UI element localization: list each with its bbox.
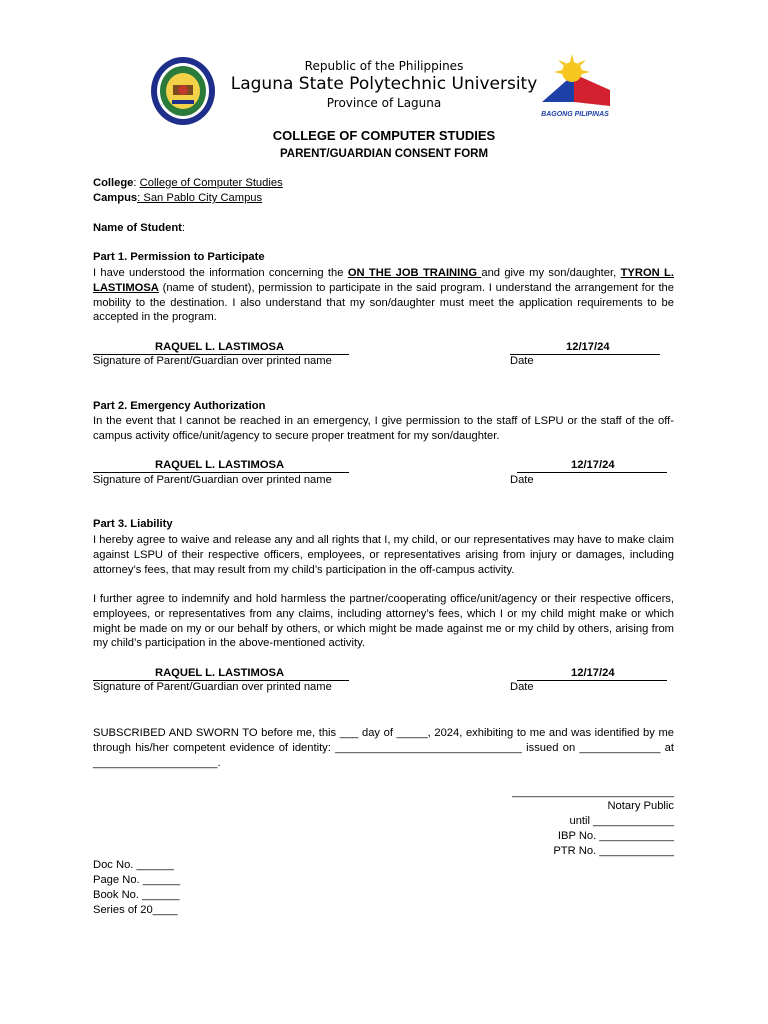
student-row: Name of Student:	[93, 222, 185, 234]
college-value: College of Computer Studies	[139, 177, 283, 189]
date3-value: 12/17/24	[571, 667, 615, 679]
part1-text: I have understood the information concerning the ON THE JOB TRAINING and give my son/daughter, TYRON L. LASTIMOSA (name of student), permission to participate in the said program. I understand the arrangement for the mobility to the destination. I also understand that my son/daughter must meet the application requirements to be accepted in the program.	[93, 267, 674, 324]
student-name: TYRON L. LASTIMOSA	[93, 267, 674, 294]
sig2-label: Signature of Parent/Guardian over printed name	[93, 474, 332, 486]
notary-until: until _____________	[569, 815, 674, 827]
campus-label: Campus	[93, 192, 138, 204]
date2-value: 12/17/24	[571, 459, 615, 471]
page-no: Page No. ______	[93, 874, 181, 886]
date1-value: 12/17/24	[566, 341, 610, 353]
college-title: COLLEGE OF COMPUTER STUDIES	[272, 128, 496, 143]
sig1-line	[93, 341, 349, 355]
notary-ibp: IBP No. ____________	[557, 830, 674, 842]
university-name: Laguna State Polytechnic University	[230, 74, 538, 94]
sig3-parent-name: RAQUEL L. LASTIMOSA	[155, 667, 285, 679]
campus-value: San Pablo City Campus	[140, 192, 263, 204]
part2-title: Part 2. Emergency Authorization	[93, 400, 266, 412]
sworn-statement: SUBSCRIBED AND SWORN TO before me, this ___ day of _____, 2024, exhibiting to me and was identified by me through his/her competent evidence of identity: ______________________________ issued on _____________ at ____________________.	[93, 727, 674, 769]
part3-para2: I further agree to indemnify and hold harmless the partner/cooperating office/unit/agency or their respective officers, employees, or representatives from any claims, including attorney’s fees, which I or my child might make or which might be made on my or our behalf by others, or which might be made against me or my child by others, arising from my child’s participation in the above-mentioned activity.	[93, 593, 674, 650]
sig3-label: Signature of Parent/Guardian over printed name	[93, 681, 332, 693]
sig2-parent-name: RAQUEL L. LASTIMOSA	[155, 459, 285, 471]
series-no: Series of 20____	[93, 904, 178, 916]
notary-label: Notary Public	[607, 800, 674, 812]
date2-label: Date	[510, 474, 534, 486]
college-label: College	[93, 177, 134, 189]
part2-text: In the event that I cannot be reached in an emergency, I give permission to the staff of LSPU or the staff of the off-campus activity office/unit/agency to secure proper treatment for my son/daughter.	[93, 415, 674, 442]
date1-line	[510, 341, 660, 355]
date1-label: Date	[510, 355, 534, 367]
flag-caption: BAGONG PILIPINAS	[541, 111, 609, 118]
doc-no: Doc No. ______	[93, 859, 174, 871]
sig2-line	[93, 459, 349, 473]
notary-signature-line: __________________________	[512, 786, 674, 798]
student-label: Name of Student	[93, 222, 182, 234]
form-title: PARENT/GUARDIAN CONSENT FORM	[279, 148, 489, 160]
part3-para1: I hereby agree to waive and release any and all rights that I, my child, or our representatives may have to make claim against LSPU of their respective officers, employees, or representatives arising from injury or damages, including attorney’s fees, that may result from my child’s participation in the off-campus activity.	[93, 534, 674, 576]
sig3-line	[93, 667, 349, 681]
date3-line	[517, 667, 667, 681]
campus-row: Campus: San Pablo City Campus	[93, 192, 263, 204]
sig1-label: Signature of Parent/Guardian over printed name	[93, 355, 332, 367]
province-line: Province of Laguna	[326, 96, 442, 110]
program-name: ON THE JOB TRAINING	[347, 267, 482, 279]
notary-ptr: PTR No. ____________	[553, 845, 674, 857]
part1-title: Part 1. Permission to Participate	[93, 251, 265, 263]
date2-line	[517, 459, 667, 473]
date3-label: Date	[510, 681, 534, 693]
republic-line: Republic of the Philippines	[304, 59, 464, 73]
book-no: Book No. ______	[93, 889, 180, 901]
part3-title: Part 3. Liability	[93, 518, 173, 530]
college-row: College: College of Computer Studies	[93, 177, 283, 189]
sig1-parent-name: RAQUEL L. LASTIMOSA	[155, 341, 285, 353]
